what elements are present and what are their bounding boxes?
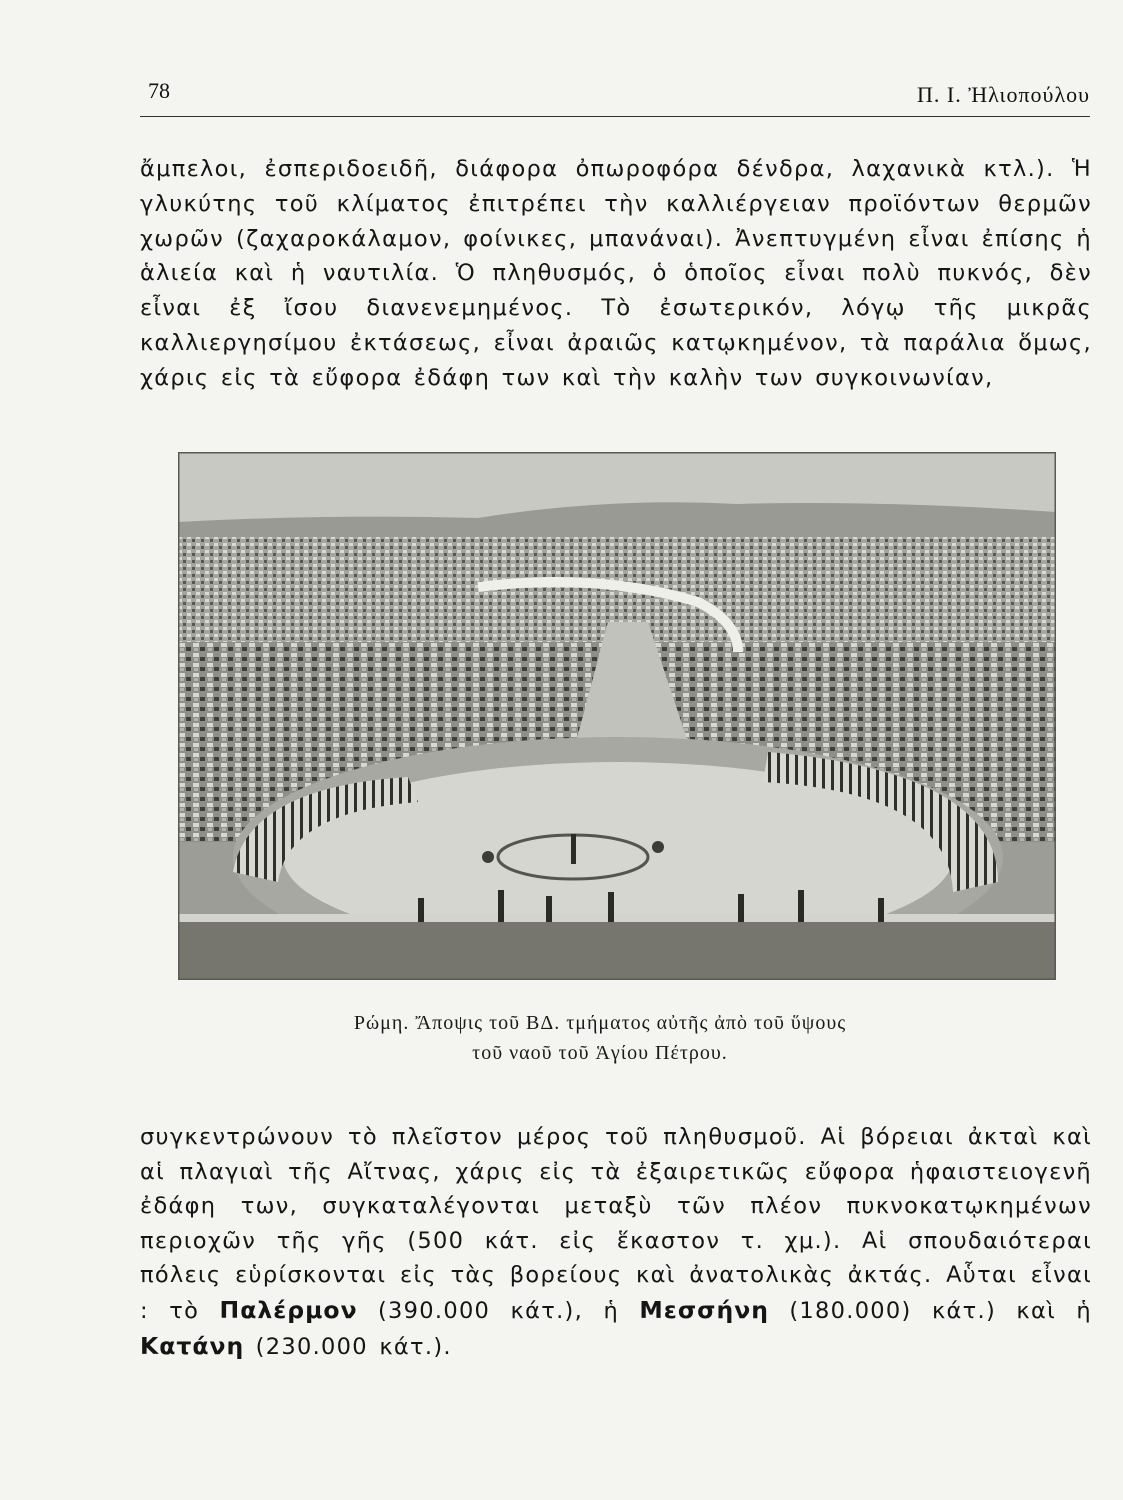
photo-illustration bbox=[178, 452, 1056, 980]
paragraph-bottom bbox=[140, 1120, 1092, 1364]
page-number: 78 bbox=[148, 78, 170, 103]
city-catania: Κατάνη bbox=[140, 1331, 245, 1360]
figure-caption bbox=[200, 1008, 1000, 1068]
running-head: Π. Ι. Ἠλιοπούλου bbox=[917, 82, 1090, 107]
paragraph-bottom-text-1: συγκεντρώνουν τὸ πλεῖστον μέρος τοῦ πληθυσμοῦ. Αἱ βόρειαι ἀκταὶ καὶ αἱ πλαγιαὶ τῆς Αἴτνας, χάρις εἰς τὰ ἐξαιρετικῶς εὔφορα ἡφαιστειογενῆ ἐδάφη των, συγκαταλέγονται μεταξὺ τῶν πλέον πυκνοκατῳκημένων περιοχῶν τῆς γῆς (500 κάτ. εἰς ἕκαστον τ. χμ.). Αἱ σπουδαιότεραι πόλεις εὑρίσκονται εἰς τὰς βορείους καὶ ἀνατολικὰς ἀκτάς. Αὗται εἶναι : τὸ bbox=[140, 1124, 1092, 1324]
paragraph-bottom-text-4: (230.000 κάτ.). bbox=[244, 1333, 452, 1360]
city-palermo: Παλέρμον bbox=[219, 1295, 358, 1324]
paragraph-bottom-text-3: (180.000) κάτ.) καὶ ἡ bbox=[768, 1297, 1092, 1324]
city-messina: Μεσσήνη bbox=[639, 1295, 769, 1324]
paragraph-top: ἄμπελοι, ἐσπεριδοειδῆ, διάφορα ὀπωροφόρα δένδρα, λαχανικὰ κτλ.). Ἡ γλυκύτης τοῦ κλίματος ἐπιτρέπει τὴν καλλιέργειαν προϊόντων θερμῶν χωρῶν (ζαχαροκάλαμον, φοίνικες, μπανάναι). Ἀνεπτυγμένη εἶναι ἐπίσης ἡ ἁλιεία καὶ ἡ ναυτιλία. Ὁ πληθυσμός, ὁ ὁποῖος εἶναι πολὺ πυκνός, δὲν εἶναι ἐξ ἴσου διανενεμημένος. Τὸ ἐσωτερικόν, λόγῳ τῆς μικρᾶς καλλιεργησίμου ἐκτάσεως, εἶναι ἀραιῶς κατῳκημένον, τὰ παράλια ὅμως, χάρις εἰς τὰ εὔφορα ἐδάφη των καὶ τὴν καλὴν των συγκοινωνίαν, bbox=[140, 156, 1092, 391]
page-header bbox=[140, 76, 1090, 117]
rome-photograph bbox=[178, 452, 1056, 980]
paragraph-bottom-text-2: (390.000 κάτ.), ἡ bbox=[357, 1297, 640, 1324]
caption-line-2: τοῦ ναοῦ τοῦ Ἁγίου Πέτρου. bbox=[472, 1042, 728, 1064]
caption-line-1: Ρώμη. Ἄποψις τοῦ ΒΔ. τμήματος αὐτῆς ἀπὸ τοῦ ὕψους bbox=[353, 1012, 847, 1034]
